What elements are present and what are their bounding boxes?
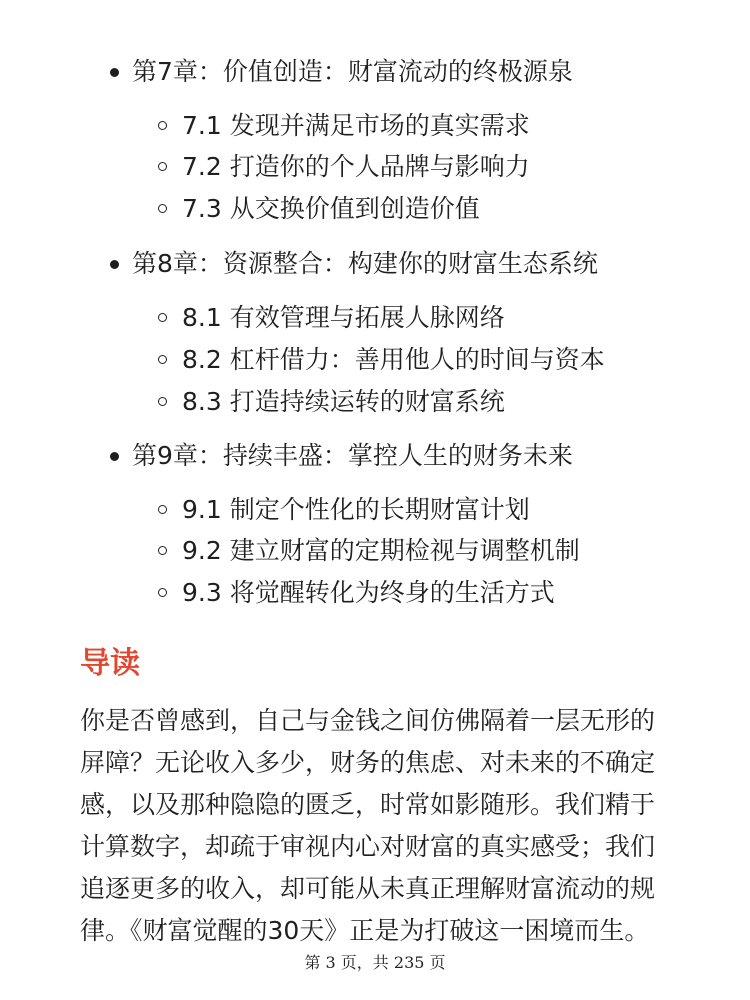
circle-bullet-icon	[158, 162, 167, 171]
toc-section-7-3	[158, 189, 480, 229]
section-title: 9.3 将觉醒转化为终身的生活方式	[182, 578, 555, 607]
chapter-title: 第9章：持续丰盛：掌控人生的财务未来	[132, 441, 573, 470]
circle-bullet-icon	[158, 121, 167, 130]
section-title: 9.2 建立财富的定期检视与调整机制	[182, 536, 580, 565]
bullet-icon	[110, 260, 119, 269]
toc-chapter-8	[110, 244, 598, 284]
toc-section-9-2	[158, 531, 580, 571]
circle-bullet-icon	[158, 505, 167, 514]
section-title: 7.2 打造你的个人品牌与影响力	[182, 152, 530, 181]
toc-section-8-1	[158, 298, 505, 338]
circle-bullet-icon	[158, 313, 167, 322]
paragraph-line: 屏障？无论收入多少，财务的焦虑、对未来的不确定	[80, 748, 656, 777]
paragraph-line: 你是否曾感到，自己与金钱之间仿佛隔着一层无形的	[80, 706, 656, 735]
circle-bullet-icon	[158, 588, 167, 597]
paragraph-line: 律。《财富觉醒的30天》正是为打破这一困境而生。	[80, 916, 650, 945]
chapter-title: 第8章：资源整合：构建你的财富生态系统	[132, 249, 598, 278]
paragraph-line: 计算数字，却疏于审视内心对财富的真实感受；我们	[80, 832, 656, 861]
circle-bullet-icon	[158, 355, 167, 364]
toc-section-7-2	[158, 147, 530, 187]
section-title: 8.2 杠杆借力：善用他人的时间与资本	[182, 345, 605, 374]
bullet-icon	[110, 452, 119, 461]
section-title: 8.3 打造持续运转的财富系统	[182, 387, 505, 416]
page-number: 第 3 页，共 235 页	[304, 953, 446, 972]
toc-section-8-3	[158, 382, 505, 422]
circle-bullet-icon	[158, 546, 167, 555]
intro-heading: 导读	[80, 646, 140, 681]
paragraph-line: 追逐更多的收入，却可能从未真正理解财富流动的规	[80, 874, 656, 903]
chapter-title: 第7章：价值创造：财富流动的终极源泉	[132, 57, 573, 86]
toc-chapter-7	[110, 52, 573, 92]
intro-paragraph	[80, 700, 680, 952]
section-title: 7.3 从交换价值到创造价值	[182, 194, 480, 223]
circle-bullet-icon	[158, 397, 167, 406]
section-title: 7.1 发现并满足市场的真实需求	[182, 111, 530, 140]
toc-section-8-2	[158, 340, 605, 380]
circle-bullet-icon	[158, 204, 167, 213]
bullet-icon	[110, 68, 119, 77]
section-title: 8.1 有效管理与拓展人脉网络	[182, 303, 505, 332]
toc-section-7-1	[158, 106, 530, 146]
toc-section-9-3	[158, 573, 555, 613]
paragraph-line: 感，以及那种隐隐的匮乏，时常如影随形。我们精于	[80, 790, 656, 819]
toc-chapter-9	[110, 436, 573, 476]
toc-section-9-1	[158, 490, 530, 530]
section-title: 9.1 制定个性化的长期财富计划	[182, 495, 530, 524]
